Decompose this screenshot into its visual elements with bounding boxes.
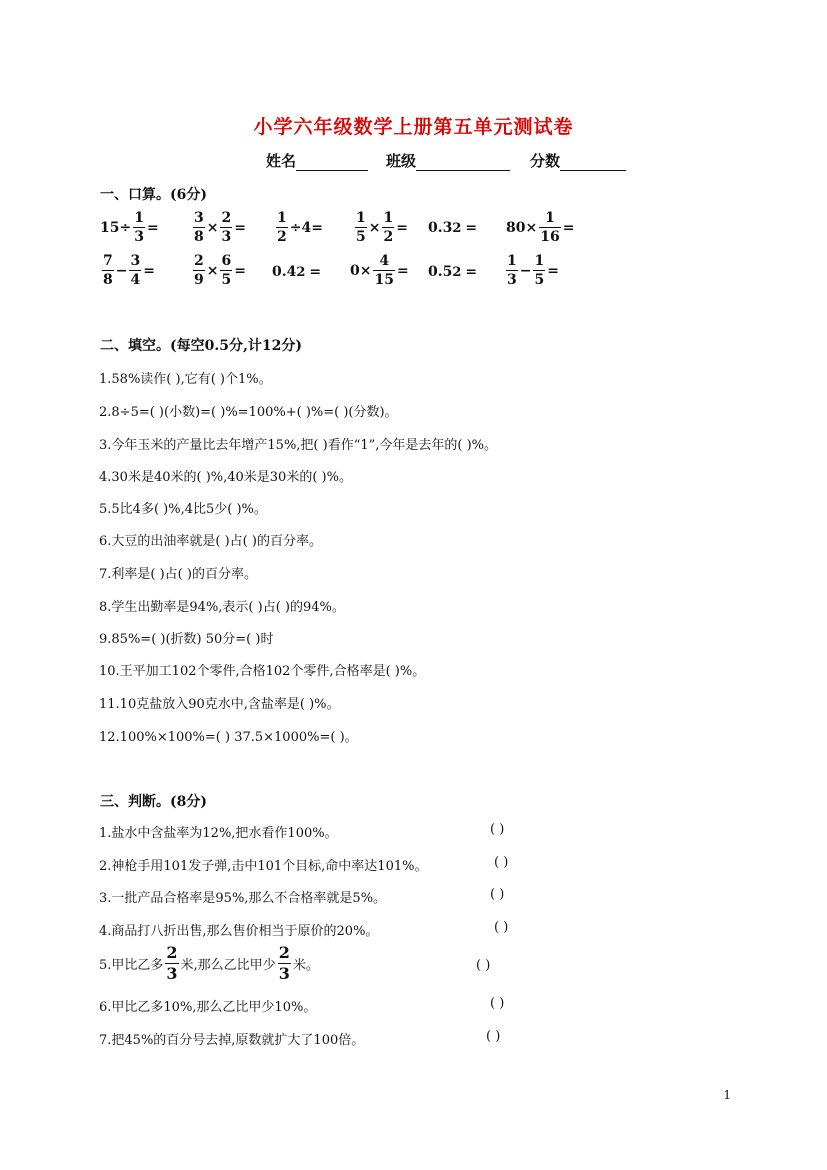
judge-item-4: 4.商品打八折出售,那么售价相当于原价的20%。 [99,924,379,939]
fill-item-10: 10.王平加工102个零件,合格102个零件,合格率是( )%。 [99,664,426,679]
score-blank [560,154,626,171]
section3-heading: 三、判断。(8分) [100,794,207,810]
calc-r1-e1: 15÷ $\frac{1}{3}$ = [100,210,159,245]
calc-r1-e6: 80× $\frac{1}{16}$ = [506,210,575,245]
fill-item-1: 1.58%读作( ),它有( )个1%。 [99,372,272,387]
fill-item-2: 2.8÷5=( )(小数)=( )%=100%+( )%=( )(分数)。 [99,405,398,420]
judge-paren-4: ( ) [494,920,509,935]
fill-item-11: 11.10克盐放入90克水中,含盐率是( )%。 [99,697,340,712]
judge-item-7: 7.把45%的百分号去掉,原数就扩大了100倍。 [99,1033,365,1048]
judge-paren-2: ( ) [494,855,509,870]
judge-item-5: 5.甲比乙多 $\frac{2}{3}$ 米,那么乙比甲少 $\frac{2}{3}$ 米。 [99,943,319,983]
calc-r2-e5: 0.5 2 = [428,264,478,280]
calc-r2-e1: $\frac{7}{8}$ − $\frac{3}{4}$ = [103,253,155,288]
calc-r1-e2: $\frac{3}{8}$ × $\frac{2}{3}$ = [194,210,246,245]
name-label: 姓名 [266,152,297,170]
calc-r1-e4: $\frac{1}{5}$ × $\frac{1}{2}$ = [356,210,408,245]
class-label: 班级 [386,152,417,170]
fill-item-5: 5.5比4多( )%,4比5少( )%。 [99,502,267,517]
calc-r1-e5: 0.3 2 = [428,220,478,236]
page-number: 1 [723,1088,731,1102]
fill-item-8: 8.学生出勤率是94%,表示( )占( )的94%。 [99,600,345,615]
fill-item-9: 9.85%=( )(折数) 50分=( )时 [99,632,274,647]
judge-paren-5: ( ) [476,958,491,973]
judge-paren-7: ( ) [486,1029,501,1044]
name-field [266,150,368,171]
judge-item-6: 6.甲比乙多10%,那么乙比甲少10%。 [99,1000,317,1015]
page-title: 小学六年级数学上册第五单元测试卷 [253,116,574,138]
judge-item-2: 2.神枪手用101发子弹,击中101个目标,命中率达101%。 [99,859,428,874]
section1-heading: 一、口算。(6分) [100,187,207,203]
judge-paren-6: ( ) [490,996,505,1011]
name-blank [296,154,368,171]
judge-paren-1: ( ) [490,822,505,837]
calc-r2-e4: 0× $\frac{4}{15}$ = [350,253,409,288]
calc-r1-e3: $\frac{1}{2}$ ÷4= [277,210,323,245]
calc-r2-e6: $\frac{1}{3}$ − $\frac{1}{5}$ = [507,253,559,288]
fill-item-4: 4.30米是40米的( )%,40米是30米的( )%。 [99,470,352,485]
calc-r2-e3: 0.4 2 = [272,264,322,280]
score-field [530,150,626,171]
fill-item-3: 3.今年玉米的产量比去年增产15%,把( )看作“1”,今年是去年的( )%。 [99,438,498,453]
fill-item-12: 12.100%×100%=( ) 37.5×1000%=( )。 [99,730,358,745]
judge-item-1: 1.盐水中含盐率为12%,把水看作100%。 [99,826,338,841]
section2-heading: 二、填空。(每空0.5分,计12分) [100,338,302,354]
fill-item-7: 7.利率是( )占( )的百分率。 [99,567,257,582]
score-label: 分数 [530,152,561,170]
class-field [386,150,510,171]
class-blank [416,154,510,171]
judge-item-3: 3.一批产品合格率是95%,那么不合格率就是5%。 [99,891,387,906]
fill-item-6: 6.大豆的出油率就是( )占( )的百分率。 [99,534,322,549]
judge-paren-3: ( ) [490,887,505,902]
calc-r2-e2: $\frac{2}{9}$ × $\frac{6}{5}$ = [194,253,246,288]
